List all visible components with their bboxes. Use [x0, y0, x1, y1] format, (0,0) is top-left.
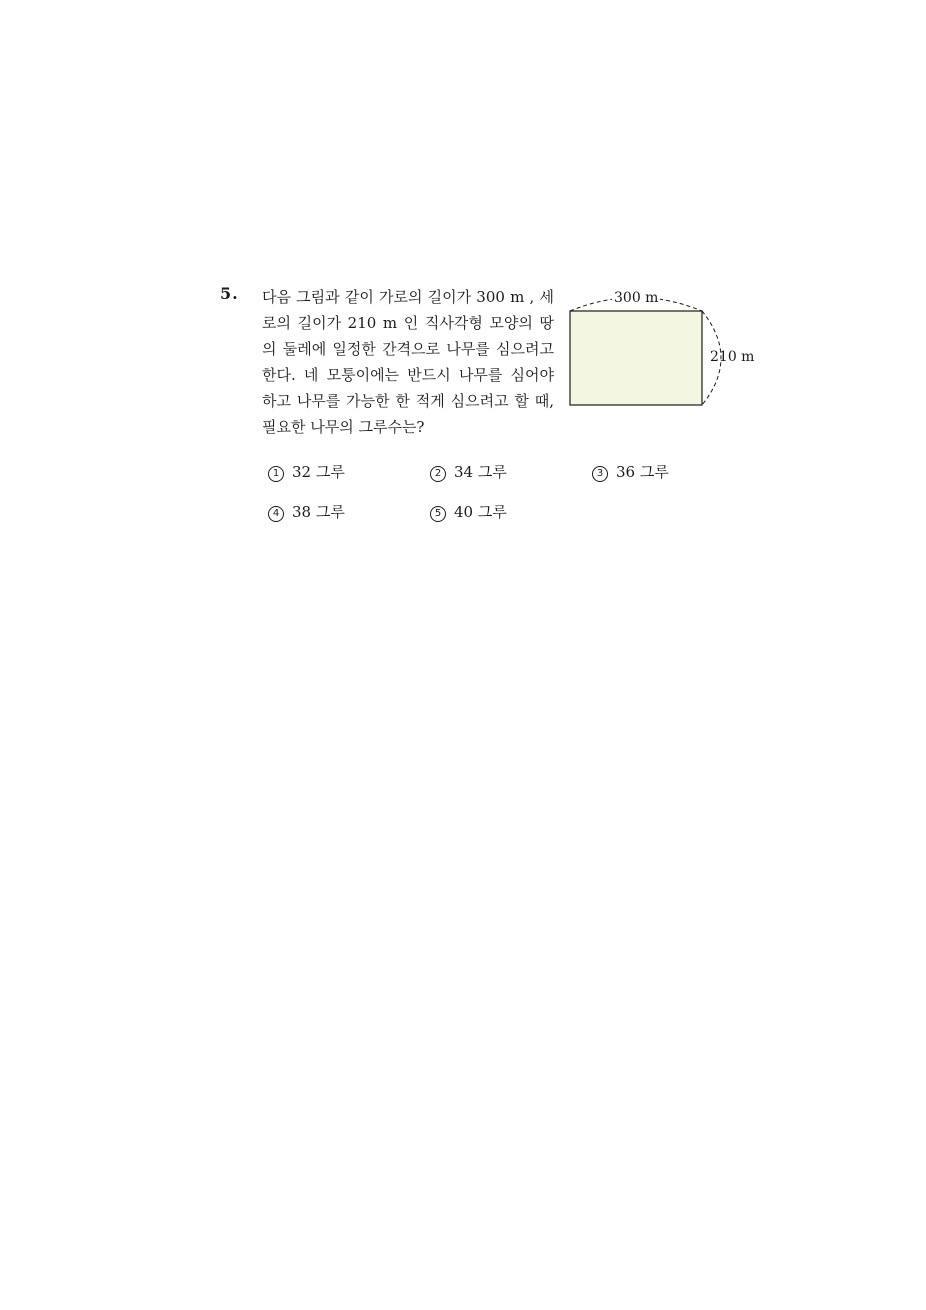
choice-4[interactable] [268, 502, 345, 522]
choice-text: 38 그루 [292, 503, 345, 521]
choice-number-icon: 1 [268, 466, 284, 482]
question-number: 5. [220, 284, 239, 303]
question-line: 로의 길이가 210 m 인 직사각형 모양의 땅 [262, 314, 554, 332]
choice-text: 34 그루 [454, 463, 507, 481]
land-rectangle [570, 311, 702, 405]
choice-3[interactable] [592, 462, 669, 482]
question-line: 하고 나무를 가능한 한 적게 심으려고 할 때, [262, 392, 554, 410]
choice-number-icon: 2 [430, 466, 446, 482]
choice-2[interactable] [430, 462, 507, 482]
choice-number-icon: 3 [592, 466, 608, 482]
question-line: 의 둘레에 일정한 간격으로 나무를 심으려고 [262, 340, 554, 358]
choice-text: 32 그루 [292, 463, 345, 481]
width-label: 300 m [614, 290, 659, 306]
question-line: 다음 그림과 같이 가로의 길이가 300 m , 세 [262, 288, 554, 306]
answer-choices [268, 462, 748, 542]
choice-5[interactable] [430, 502, 507, 522]
choice-number-icon: 5 [430, 506, 446, 522]
choice-text: 40 그루 [454, 503, 507, 521]
choice-1[interactable] [268, 462, 345, 482]
height-label: 210 m [710, 349, 755, 365]
question-line: 필요한 나무의 그루수는? [262, 418, 425, 436]
rectangle-figure [560, 286, 760, 416]
question-line: 한다. 네 모퉁이에는 반드시 나무를 심어야 [262, 366, 554, 384]
question-text [262, 284, 562, 440]
choice-text: 36 그루 [616, 463, 669, 481]
choice-number-icon: 4 [268, 506, 284, 522]
